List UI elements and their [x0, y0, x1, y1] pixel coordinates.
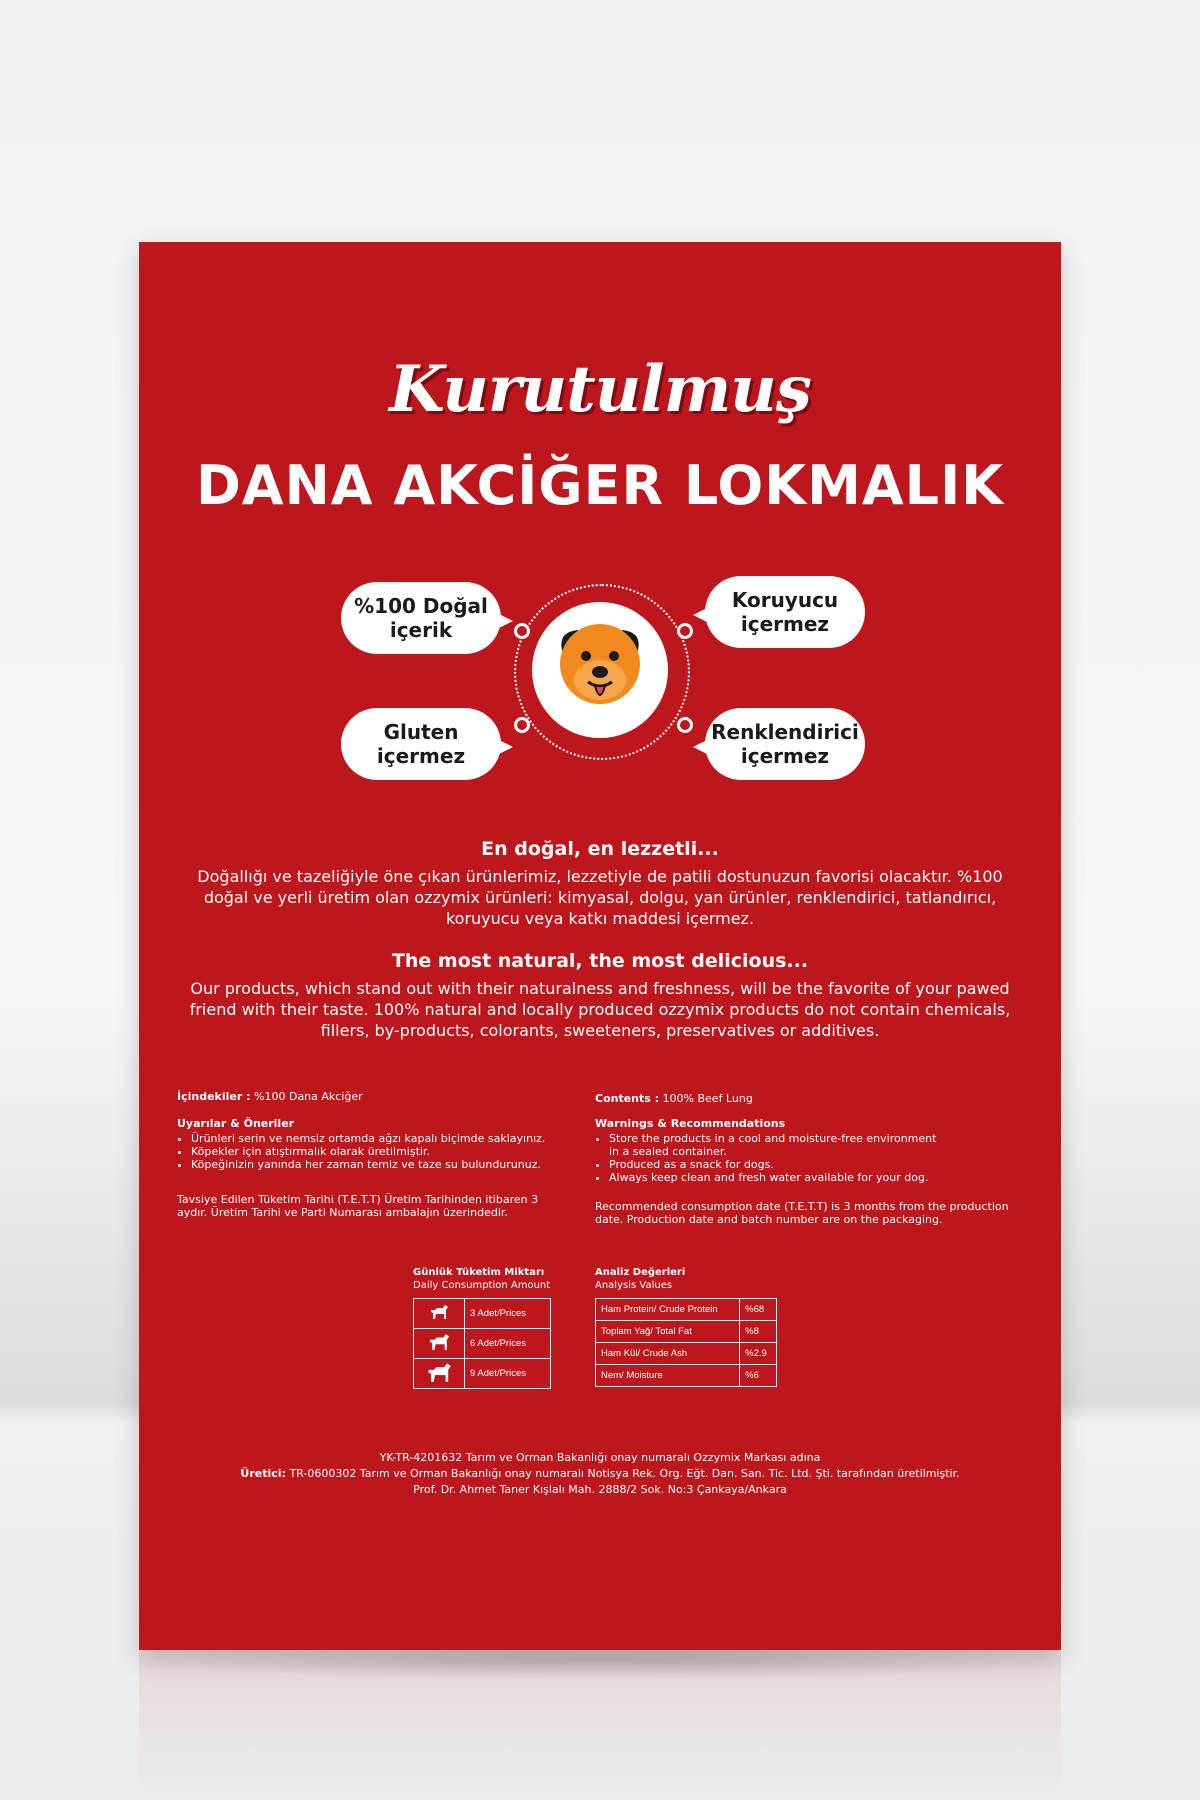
info-tr — [177, 1090, 587, 1219]
expiry-en: Recommended consumption date (T.E.T.T) is 3 months from the production date. Production date and batch number are on the packaging. — [595, 1200, 1009, 1226]
badge-colorant-line1: Renklendirici — [711, 720, 859, 744]
dog-icon — [414, 1299, 465, 1329]
daily-amount: 6 Adet/Prices — [465, 1329, 551, 1359]
producer-label: Üretici: — [240, 1467, 286, 1480]
badge-natural-line2: içerik — [389, 618, 453, 642]
badge-colorant-line2: içermez — [740, 744, 830, 768]
analysis-value: %2.9 — [740, 1343, 777, 1365]
warnings-title-tr: Uyarılar & Öneriler — [177, 1117, 295, 1130]
list-item: • Produced as a snack for dogs. — [609, 1158, 949, 1171]
package-reflection — [139, 1650, 1061, 1790]
info-en — [595, 1092, 1035, 1226]
table-row — [596, 1343, 777, 1365]
footer-line1: YK-TR-4201632 Tarım ve Orman Bakanlığı onay numaralı Ozzymix Markası adına — [379, 1451, 821, 1464]
expiry-tr: Tavsiye Edilen Tüketim Tarihi (T.E.T.T) Üretim Tarihinden itibaren 3 aydır. Üretim Tarihi ve Parti Numarası ambalajın üzerindedir. — [177, 1193, 539, 1219]
warnings-list-en — [595, 1132, 949, 1184]
tr-description: Doğallığı ve tazeliğiyle öne çıkan ürünlerimiz, lezzetiyle de patili dostunuzun favorisi olacaktır. %100 doğal ve yerli üretim olan ozzymix ürünleri: kimyasal, dolgu, yan ürünler, renklendirici, tatlandırıcı, koruyucu veya katkı maddesi içermez. — [197, 867, 1003, 928]
dog-face-icon — [532, 602, 668, 738]
badge-natural — [341, 582, 501, 654]
analysis-value: %68 — [740, 1299, 777, 1321]
dog-icon — [414, 1359, 465, 1389]
analysis-table — [595, 1298, 777, 1387]
analysis-value: %6 — [740, 1365, 777, 1387]
connector-dot — [514, 717, 530, 733]
list-item: • Köpekler için atıştırmalık olarak üretilmiştir. — [191, 1145, 587, 1158]
list-item: • Store the products in a cool and moisture-free environment in a sealed container. — [609, 1132, 949, 1158]
dog-icon — [414, 1329, 465, 1359]
analysis-subtitle: Analysis Values — [595, 1280, 673, 1291]
product-package — [139, 242, 1061, 1650]
badge-gluten — [341, 708, 501, 780]
connector-dot — [677, 717, 693, 733]
daily-consumption — [413, 1266, 550, 1292]
product-title: DANA AKCİĞER LOKMALIK — [195, 454, 1005, 517]
list-item: • Always keep clean and fresh water available for your dog. — [609, 1171, 949, 1184]
en-heading: The most natural, the most delicious... — [391, 950, 809, 972]
analysis-label: Ham Kül/ Crude Ash — [596, 1343, 740, 1365]
list-item: • Ürünleri serin ve nemsiz ortamda ağzı kapalı biçimde saklayınız. — [191, 1132, 587, 1145]
table-row — [596, 1321, 777, 1343]
badge-colorant — [705, 708, 865, 780]
script-title: Kurutulmuş — [389, 352, 811, 427]
analysis-label: Toplam Yağ/ Total Fat — [596, 1321, 740, 1343]
badge-gluten-line1: Gluten — [383, 720, 459, 744]
daily-title: Günlük Tüketim Miktarı — [413, 1267, 545, 1278]
en-description: Our products, which stand out with their naturalness and freshness, will be the favorite of your pawed friend with their taste. 100% natural and locally produced ozzymix products do not contain chemicals, fillers, by-products, colorants, sweeteners, preservatives or additives. — [189, 979, 1011, 1040]
daily-amount: 3 Adet/Prices — [465, 1299, 551, 1329]
badge-preservative-line2: içermez — [740, 612, 830, 636]
connector-dot — [514, 623, 530, 639]
analysis-value: %8 — [740, 1321, 777, 1343]
contents-value: 100% Beef Lung — [662, 1092, 753, 1105]
badge-gluten-line2: içermez — [376, 744, 466, 768]
table-row — [414, 1299, 551, 1329]
daily-amount: 9 Adet/Prices — [465, 1359, 551, 1389]
ingredients-value: %100 Dana Akciğer — [254, 1090, 363, 1103]
table-row — [414, 1329, 551, 1359]
analysis-title: Analiz Değerleri — [595, 1267, 686, 1278]
producer-footer — [179, 1450, 1021, 1498]
table-row — [596, 1299, 777, 1321]
table-row — [414, 1359, 551, 1389]
connector-dot — [677, 623, 693, 639]
analysis-label: Ham Protein/ Crude Protein — [596, 1299, 740, 1321]
analysis-values — [595, 1266, 685, 1292]
warnings-title-en: Warnings & Recommendations — [595, 1117, 786, 1130]
daily-subtitle: Daily Consumption Amount — [413, 1280, 551, 1291]
badge-preservative-line1: Koruyucu — [731, 588, 839, 612]
table-row — [596, 1365, 777, 1387]
daily-table — [413, 1298, 551, 1389]
analysis-label: Nem/ Moisture — [596, 1365, 740, 1387]
footer-line2: TR-0600302 Tarım ve Orman Bakanlığı onay numaralı Notisya Rek. Org. Eğt. Dan. San. Tic. Ltd. Şti. tarafından üretilmiştir. — [289, 1467, 960, 1480]
footer-line3: Prof. Dr. Ahmet Taner Kışlalı Mah. 2888/2 Sok. No:3 Çankaya/Ankara — [413, 1483, 787, 1496]
badge-preservative — [705, 576, 865, 648]
contents-label: Contents : — [595, 1092, 660, 1105]
tr-heading: En doğal, en lezzetli... — [481, 838, 719, 860]
warnings-list-tr — [177, 1132, 587, 1171]
mascot-circle — [532, 602, 668, 738]
ingredients-label: İçindekiler : — [177, 1090, 251, 1103]
badge-natural-line1: %100 Doğal — [354, 594, 488, 618]
list-item: • Köpeğinizin yanında her zaman temiz ve taze su bulundurunuz. — [191, 1158, 587, 1171]
